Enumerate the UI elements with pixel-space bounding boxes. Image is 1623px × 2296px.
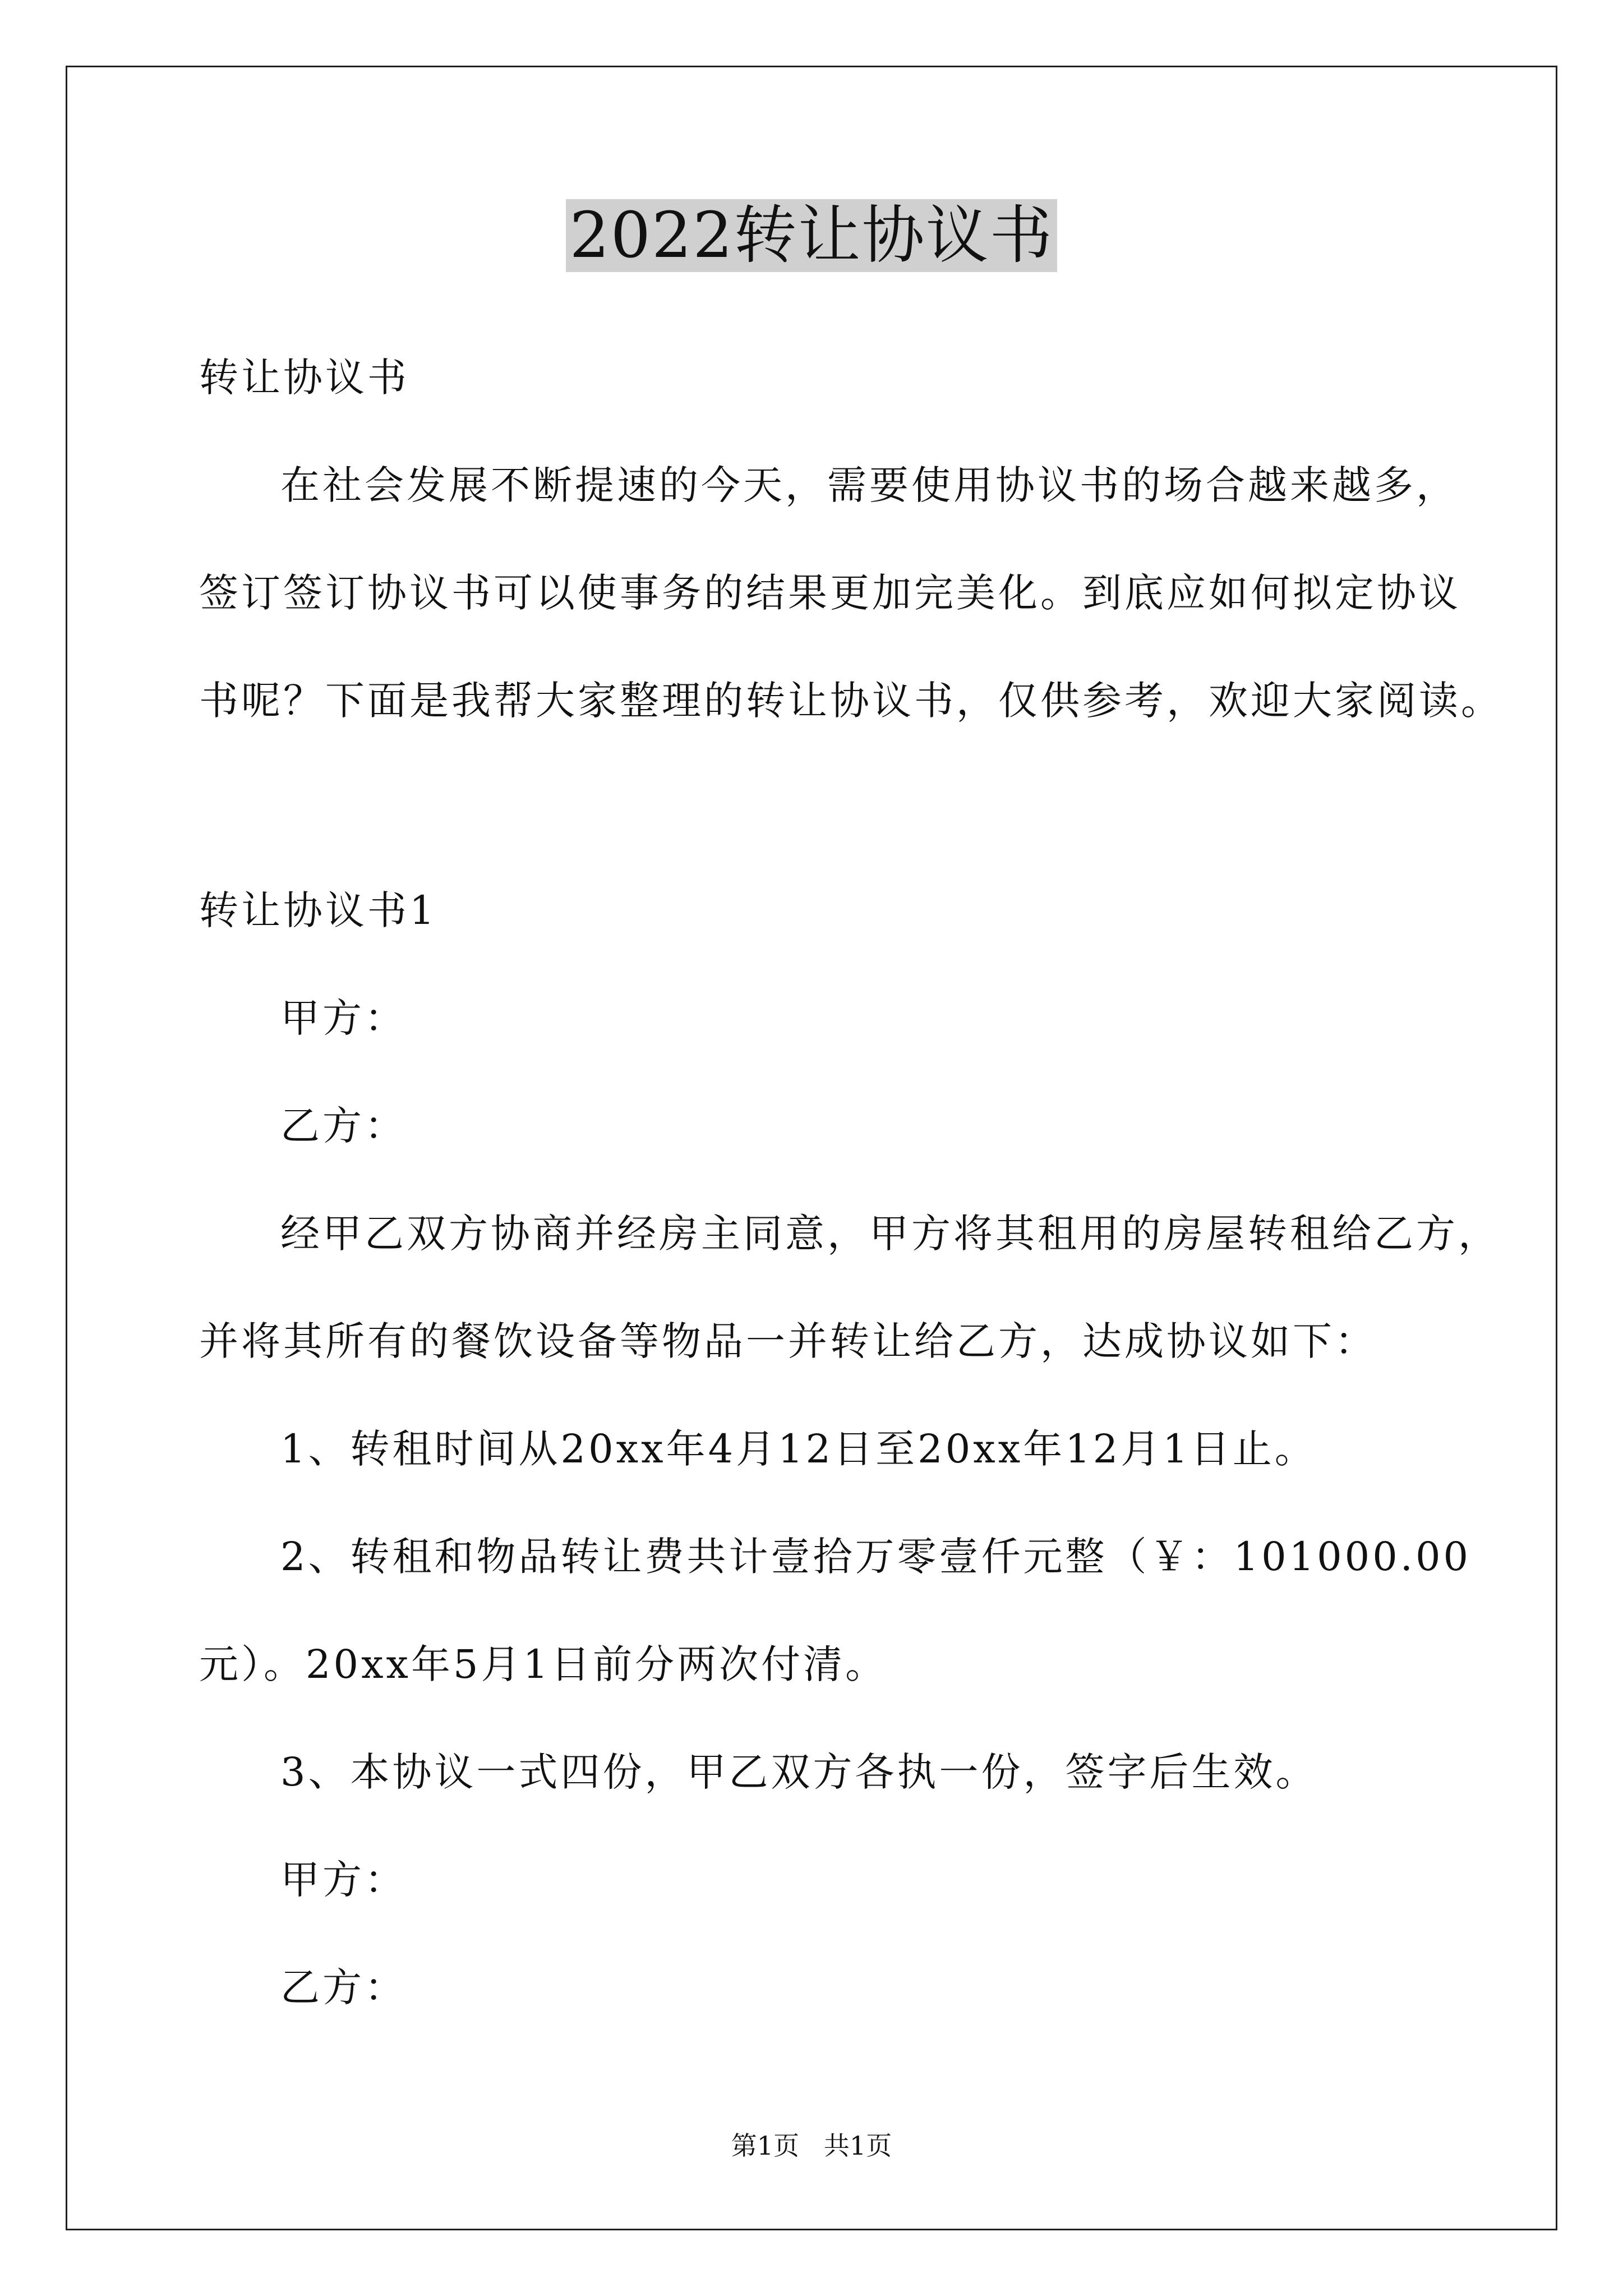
intro-line-3: 书呢？下面是我帮大家整理的转让协议书，仅供参考，欢迎大家阅读。 (199, 678, 1503, 724)
document-title (0, 194, 1623, 278)
signature-party-b: 乙方： (280, 1964, 407, 2010)
party-a-label: 甲方： (280, 995, 407, 1041)
para1-line-2: 并将其所有的餐饮设备等物品一并转让给乙方，达成协议如下： (199, 1318, 1377, 1364)
intro-line-2: 签订签订协议书可以使事务的结果更加完美化。到底应如何拟定协议 (199, 570, 1461, 616)
item-2-line-2: 元）。20xx年5月1日前分两次付清。 (199, 1641, 888, 1687)
document-subtitle: 转让协议书 (199, 355, 409, 401)
para1-line-1: 经甲乙双方协商并经房主同意，甲方将其租用的房屋转租给乙方， (280, 1211, 1500, 1257)
section-heading: 转让协议书1 (199, 887, 437, 933)
intro-line-1: 在社会发展不断提速的今天，需要使用协议书的场合越来越多， (280, 462, 1458, 508)
item-1: 1、转租时间从20xx年4月12日至20xx年12月1日止。 (280, 1426, 1317, 1472)
party-b-label: 乙方： (280, 1103, 407, 1149)
document-title-text: 2022转让协议书 (566, 199, 1057, 272)
page-footer: 第1页 共1页 (731, 2131, 892, 2161)
signature-party-a: 甲方： (280, 1857, 407, 1903)
item-3: 3、本协议一式四份，甲乙双方各执一份，签字后生效。 (280, 1749, 1318, 1795)
item-2-line-1: 2、转租和物品转让费共计壹拾万零壹仟元整（￥：101000.00 (280, 1534, 1472, 1580)
